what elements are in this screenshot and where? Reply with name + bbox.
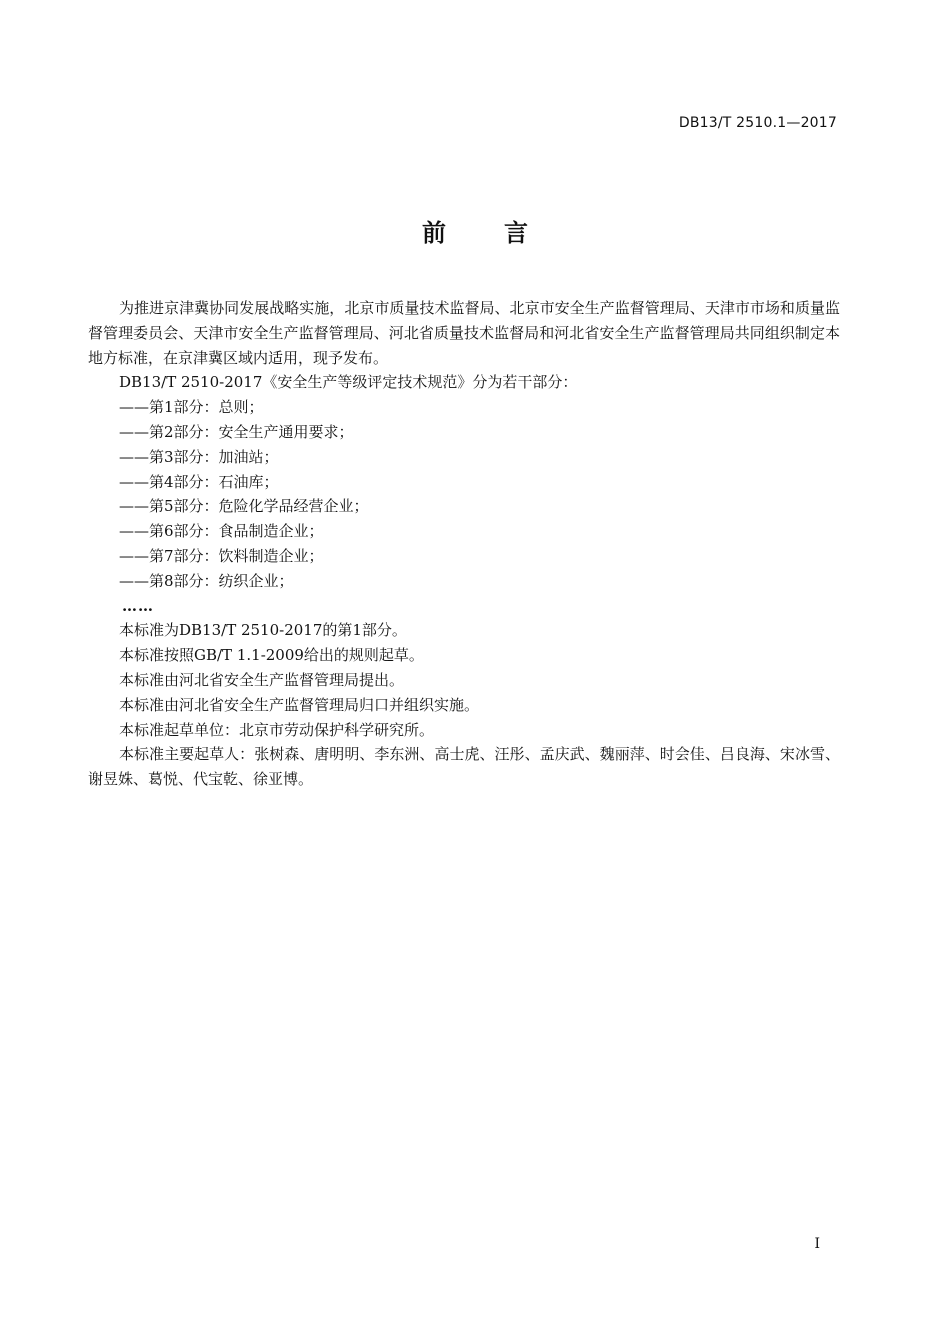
statement-drafting-unit: 本标准起草单位：北京市劳动保护科学研究所。: [119, 720, 435, 739]
list-item: ——第2部分：安全生产通用要求；: [119, 422, 354, 441]
statement-managed-by: 本标准由河北省安全生产监督管理局归口并组织实施。: [119, 695, 480, 714]
foreword-body: [88, 296, 840, 792]
page-number: I: [814, 1236, 820, 1252]
list-item: ——第4部分：石油库；: [119, 472, 279, 491]
statement-drafting-rules: 本标准按照GB/T 1.1-2009给出的规则起草。: [119, 646, 424, 665]
list-item: ——第8部分：纺织企业；: [119, 571, 294, 590]
list-item: ——第3部分：加油站；: [119, 447, 279, 466]
document-code: DB13/T 2510.1—2017: [678, 115, 837, 131]
drafters-paragraph: 本标准主要起草人：张树森、唐明明、李东洲、高士虎、汪彤、孟庆武、魏丽萍、时会佳、吕良海、宋冰雪、谢昱姝、葛悦、代宝乾、徐亚博。: [88, 745, 840, 789]
list-item: ——第1部分：总则；: [119, 398, 264, 417]
list-item: ——第7部分：饮料制造企业；: [119, 546, 324, 565]
intro-paragraph: 为推进京津冀协同发展战略实施，北京市质量技术监督局、北京市安全生产监督管理局、天津市市场和质量监督管理委员会、天津市安全生产监督管理局、河北省质量技术监督局和河北省安全生产监督管理局共同组织制定本地方标准，在京津冀区域内适用，现予发布。: [88, 299, 840, 367]
title-char-2: 言: [504, 219, 528, 247]
parts-intro: DB13/T 2510-2017《安全生产等级评定技术规范》分为若干部分：: [119, 373, 578, 392]
statement-proposed-by: 本标准由河北省安全生产监督管理局提出。: [119, 670, 405, 689]
list-item: ——第6部分：食品制造企业；: [119, 522, 324, 541]
title-char-1: 前: [422, 219, 446, 247]
statement-part-of: 本标准为DB13/T 2510-2017的第1部分。: [119, 621, 407, 640]
ellipsis: ……: [122, 596, 154, 615]
list-item: ——第5部分：危险化学品经营企业；: [119, 497, 369, 516]
page-title: [0, 213, 950, 248]
